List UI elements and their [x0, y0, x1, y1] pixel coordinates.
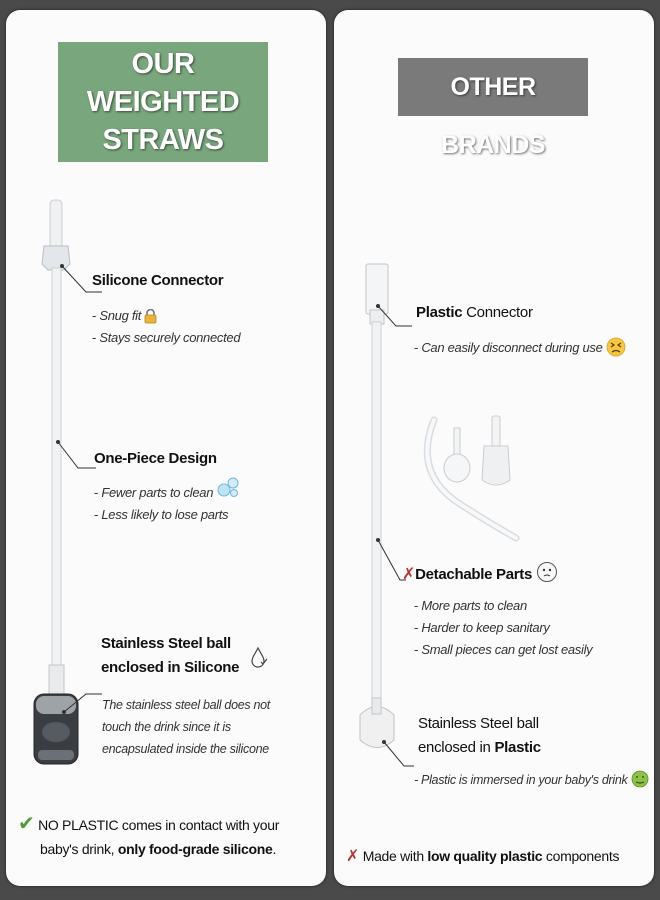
plastic-connector-bullets [414, 337, 626, 359]
other-brands-panel [334, 10, 654, 886]
steel-ball-plastic-title [418, 712, 541, 760]
one-piece-pointer-dot [56, 440, 60, 444]
list-item: - Stays securely connected [92, 327, 240, 349]
list-item: - Fewer parts to clean [94, 482, 240, 504]
right-footer: ✗ Made with low quality plastic components [346, 848, 620, 865]
silicone-connector-bullets [92, 305, 240, 349]
plastic-connector-title: Plastic Connector [416, 304, 533, 321]
note-line: The stainless steel ball does not [102, 698, 270, 712]
list-item: - Plastic is immersed in your baby's drink [414, 769, 649, 791]
steel-ball-pointer-dot [62, 710, 66, 714]
bubbles-icon [216, 475, 240, 499]
detachable-pointer-dot [376, 538, 380, 542]
detachable-parts-title: ✗Detachable Parts [402, 564, 558, 584]
title-line: enclosed in Silicone [101, 656, 269, 680]
water-drop-icon [249, 646, 269, 670]
title-line: enclosed in Plastic [418, 739, 541, 756]
check-icon: ✔ [18, 813, 35, 835]
plastic-connector-pointer-dot [376, 304, 380, 308]
our-straws-panel [6, 10, 326, 886]
list-item: - More parts to clean [414, 595, 592, 617]
one-piece-bullets [94, 482, 240, 526]
list-item: - Can easily disconnect during use [414, 337, 626, 359]
other-brands-badge: OTHER BRANDS [398, 58, 588, 116]
footer-line: ✔ NO PLASTIC comes in contact with your [18, 813, 280, 835]
lock-icon [144, 309, 157, 324]
title-line: Stainless Steel ball [418, 715, 539, 732]
one-piece-design-title: One-Piece Design [94, 450, 217, 467]
list-item: - Small pieces can get lost easily [414, 639, 592, 661]
steel-ball-silicone-title [101, 632, 269, 680]
dizzy-face-icon [606, 337, 626, 357]
left-footer [18, 812, 279, 861]
silicone-connector-title: Silicone Connector [92, 272, 224, 289]
list-item: - Harder to keep sanitary [414, 617, 592, 639]
sick-face-icon [631, 770, 649, 788]
note-line: encapsulated inside the silicone [102, 742, 269, 756]
list-item: - Less likely to lose parts [94, 504, 240, 526]
worried-face-icon [536, 561, 558, 583]
title-line: Stainless Steel ball [101, 635, 231, 652]
footer-line: baby's drink, only food-grade silicone. [40, 841, 277, 857]
cross-icon: ✗ [346, 848, 360, 865]
cross-icon: ✗ [402, 566, 416, 583]
badge-line-1: OUR WEIGHTED [86, 48, 240, 118]
list-item: - Snug fit [92, 305, 240, 327]
detachable-parts-bullets [414, 595, 592, 661]
plastic-ball-pointer-dot [382, 740, 386, 744]
steel-ball-plastic-bullets [414, 769, 649, 791]
badge-line-2: STRAWS [102, 124, 224, 156]
steel-ball-silicone-note [102, 694, 270, 760]
note-line: touch the drink since it is [102, 720, 231, 734]
